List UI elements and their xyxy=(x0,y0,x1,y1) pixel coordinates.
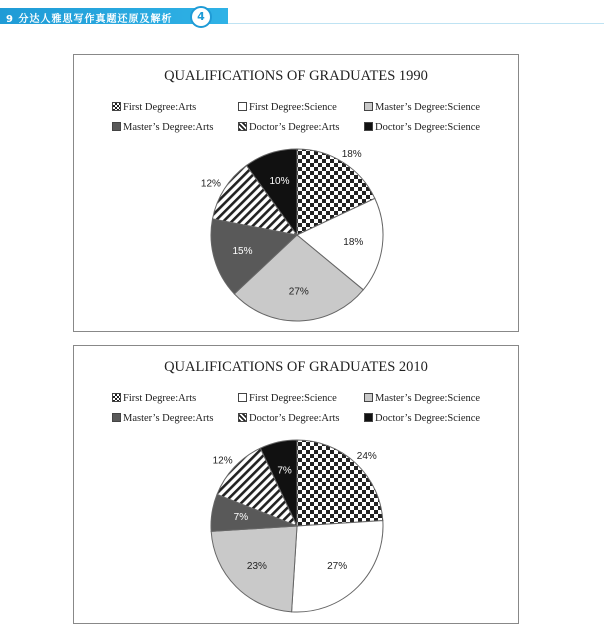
data-label-masters-arts: 15% xyxy=(232,245,253,257)
legend-label: First Degree:Arts xyxy=(123,102,197,113)
data-label-doctors-science: 7% xyxy=(277,465,292,477)
pie-chart-1990 xyxy=(74,55,518,331)
legend-label: First Degree:Arts xyxy=(123,393,197,404)
legend-label: Master’s Degree:Science xyxy=(375,102,481,113)
pie-chart-2010 xyxy=(74,346,518,623)
legend-label: Master’s Degree:Arts xyxy=(123,413,214,424)
legend-label: Master’s Degree:Arts xyxy=(123,122,214,133)
data-label-doctors-science: 10% xyxy=(269,176,290,187)
data-label-doctors-arts: 12% xyxy=(212,455,233,467)
chart-panel-1990 xyxy=(73,54,519,332)
data-label-first-science: 18% xyxy=(343,237,364,249)
legend-label: Doctor’s Degree:Arts xyxy=(249,413,340,424)
data-label-masters-science: 27% xyxy=(288,286,309,298)
legend-label: First Degree:Science xyxy=(249,102,337,113)
legend-label: First Degree:Science xyxy=(249,393,337,404)
data-label-first-arts: 24% xyxy=(356,451,377,462)
legend-label: Master’s Degree:Science xyxy=(375,393,481,404)
data-label-doctors-arts: 12% xyxy=(200,178,221,190)
page-header xyxy=(0,6,604,28)
header-rule xyxy=(228,23,604,24)
data-label-masters-science: 23% xyxy=(246,561,267,573)
legend-label: Doctor’s Degree:Arts xyxy=(249,122,340,133)
legend-label: Doctor’s Degree:Science xyxy=(375,122,481,133)
chart-title: QUALIFICATIONS OF GRADUATES 1990 xyxy=(164,68,428,84)
data-label-first-science: 27% xyxy=(327,561,348,573)
page-number: 4 xyxy=(190,6,212,28)
chart-panel-2010 xyxy=(73,345,519,624)
book-title: 9 分达人雅思写作真题还原及解析 xyxy=(6,14,173,25)
legend-label: Doctor’s Degree:Science xyxy=(375,413,481,424)
chart-title: QUALIFICATIONS OF GRADUATES 2010 xyxy=(164,359,428,375)
data-label-masters-arts: 7% xyxy=(233,512,249,524)
data-label-first-arts: 18% xyxy=(341,148,362,160)
